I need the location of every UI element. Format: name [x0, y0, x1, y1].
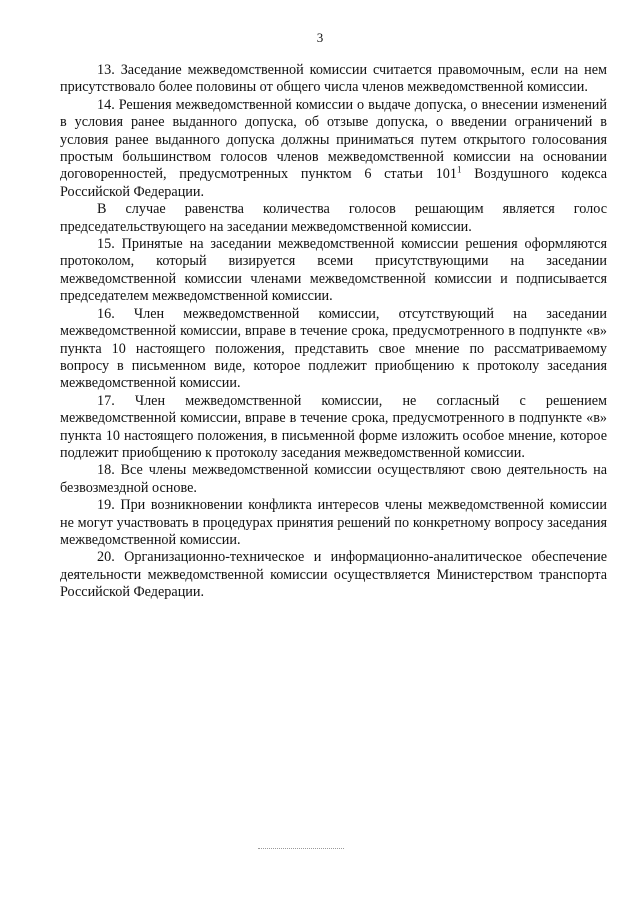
scan-artifact-divider [258, 848, 344, 849]
paragraph-17: 17. Член межведомственной комиссии, не согласный с решением межведомственной комиссии, вправе в течение срока, предусмотренного в подпункте «в» пункта 10 настоящего положения, в письменной форме изложить особое мнение, которое подлежит приобщению к протоколу заседания межведомственной комиссии. [60, 392, 607, 461]
paragraph-14-tail: Воздушного кодекса Российской Федерации. [60, 166, 607, 200]
paragraph-tie-vote: В случае равенства количества голосов решающим является голос председательствующего на заседании межведомственной комиссии. [60, 201, 607, 235]
paragraph-20: 20. Организационно-техническое и информационно-аналитическое обеспечение деятельности межведомственной комиссии осуществляется Министерством транспорта Российской Федерации. [60, 549, 607, 601]
page-number: 3 [316, 30, 324, 45]
paragraph-14 [60, 97, 607, 201]
document-body [60, 62, 607, 602]
paragraph-15: 15. Принятые на заседании межведомственной комиссии решения оформляются протоколом, который визируется всеми присутствующими на заседании межведомственной комиссии членами межведомственной комиссии и подписывается председателем межведомственной комиссии. [60, 236, 607, 305]
footnote-mark: 1 [457, 164, 462, 175]
paragraph-18: 18. Все члены межведомственной комиссии осуществляют свою деятельность на безвозмездной основе. [60, 462, 607, 496]
paragraph-13: 13. Заседание межведомственной комиссии считается правомочным, если на нем присутствовало более половины от общего числа членов межведомственной комиссии. [60, 62, 607, 96]
paragraph-19: 19. При возникновении конфликта интересов члены межведомственной комиссии не могут участвовать в процедурах принятия решений по конкретному вопросу заседания межведомственной комиссии. [60, 497, 607, 548]
paragraph-14-text: 14. Решения межведомственной комиссии о выдаче допуска, о внесении изменений в условия ранее выданного допуска, об отзыве допуска, о введении ограничений в условия ранее выданного допуска должны приниматься путем открытого голосования простым большинством голосов членов межведомственной комиссии на основании договоренностей, предусмотренных пунктом 6 статьи 101 [60, 96, 607, 183]
paragraph-16: 16. Член межведомственной комиссии, отсутствующий на заседании межведомственной комиссии, вправе в течение срока, предусмотренного в подпункте «в» пункта 10 настоящего положения, представить свое мнение по рассматриваемому вопросу в письменном виде, которое подлежит приобщению к протоколу заседания межведомственной комиссии. [60, 305, 607, 392]
